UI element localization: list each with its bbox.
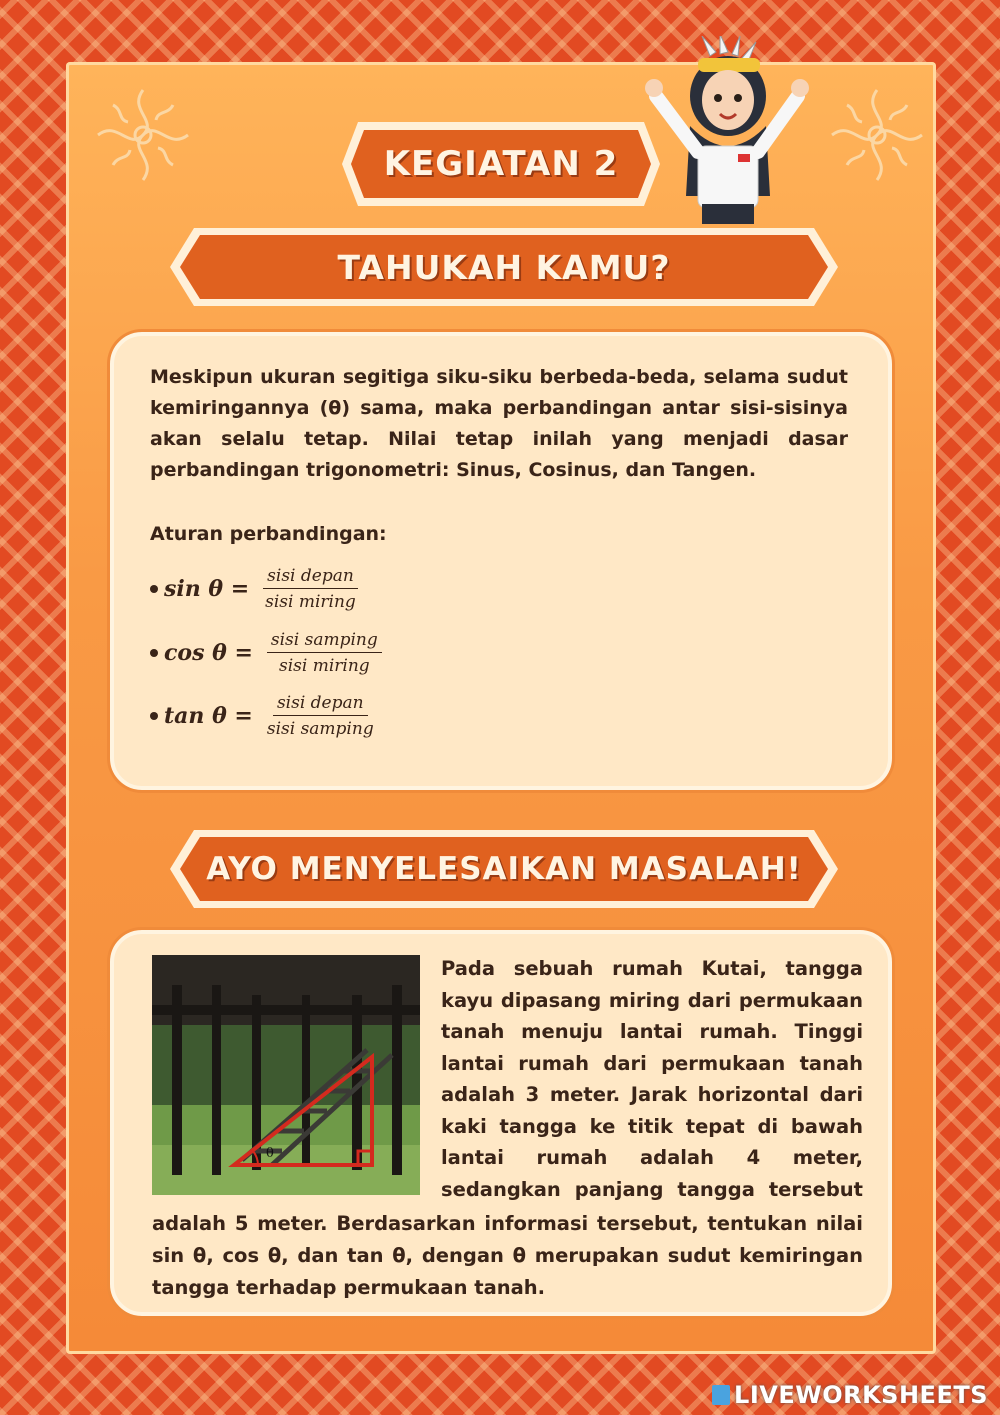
formula-lhs: tan θ = <box>164 703 253 729</box>
formula-lhs: sin θ = <box>164 576 250 602</box>
problem-line: kaki tangga ke titik tepat di bawah <box>441 1114 863 1138</box>
sine-formula <box>150 566 358 612</box>
problem-line: tangga terhadap permukaan tanah. <box>152 1276 546 1299</box>
activity-title-banner <box>338 118 664 210</box>
problem-text-right <box>441 953 863 1205</box>
formula-lhs: cos θ = <box>164 640 253 666</box>
fraction <box>267 693 374 739</box>
rules-label: Aturan perbandingan: <box>150 523 387 545</box>
section1-title: TAHUKAH KAMU? <box>337 247 671 287</box>
ornament-left-icon <box>88 80 198 190</box>
fraction <box>267 630 382 676</box>
problem-line: Pada sebuah rumah Kutai, tangga <box>441 957 863 980</box>
problem-line: lantai rumah dari permukaan tanah <box>441 1051 863 1075</box>
section2-title: AYO MENYELESAIKAN MASALAH! <box>206 851 802 887</box>
fraction-denominator: sisi miring <box>265 592 356 612</box>
section1-banner <box>166 224 842 310</box>
stair-photo <box>152 955 420 1195</box>
student-character-icon <box>640 36 820 226</box>
problem-line: tanah menuju lantai rumah. Tinggi <box>441 1020 863 1043</box>
cosine-formula <box>150 630 382 676</box>
info-paragraph: Meskipun ukuran segitiga siku-siku berbeda-beda, selama sudut kemiringannya (θ) sama, maka perbandingan antar sisi-sisinya akan selalu tetap. Nilai tetap inilah yang menjadi dasar perbandingan trigonometri: Sinus, Cosinus, dan Tangen. <box>150 366 848 481</box>
bullet-icon <box>150 585 158 593</box>
problem-text-full <box>152 1208 863 1304</box>
bullet-icon <box>150 649 158 657</box>
photo-angle-label: θ <box>266 1146 274 1161</box>
problem-line: adalah 5 meter. Berdasarkan informasi tersebut, tentukan nilai <box>152 1212 863 1235</box>
fraction <box>263 566 358 612</box>
fraction-numerator: sisi samping <box>267 630 382 653</box>
fraction-numerator: sisi depan <box>273 693 368 716</box>
bullet-icon <box>150 712 158 720</box>
problem-line: sin θ, cos θ, dan tan θ, dengan θ merupakan sudut kemiringan <box>152 1244 863 1267</box>
problem-line: adalah 3 meter. Jarak horizontal dari <box>441 1083 863 1106</box>
problem-line: sedangkan panjang tangga tersebut <box>441 1177 863 1201</box>
problem-line: kayu dipasang miring dari permukaan <box>441 988 863 1012</box>
section2-banner <box>166 826 842 912</box>
liveworksheets-watermark <box>712 1381 988 1409</box>
fraction-numerator: sisi depan <box>263 566 358 589</box>
activity-title: KEGIATAN 2 <box>383 144 619 184</box>
fraction-denominator: sisi samping <box>266 719 374 739</box>
problem-line: lantai rumah adalah 4 meter, <box>441 1146 863 1169</box>
fraction-denominator: sisi miring <box>278 656 370 676</box>
liveworksheets-logo-icon <box>712 1385 730 1405</box>
ornament-right-icon <box>822 80 932 190</box>
tangent-formula <box>150 693 374 739</box>
watermark-text: LIVEWORKSHEETS <box>734 1381 988 1409</box>
